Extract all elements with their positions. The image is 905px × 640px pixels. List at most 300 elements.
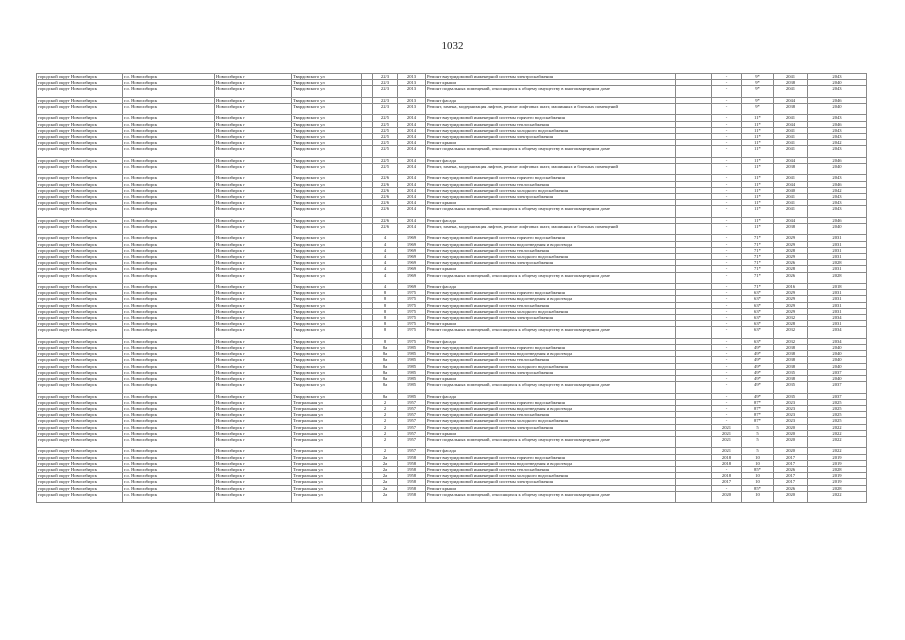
work-type-cell: Ремонт крыши	[426, 80, 676, 86]
district-cell: г.о. Новосибирск	[123, 260, 215, 266]
district-cell: г.о. Новосибирск	[123, 460, 215, 466]
plan-year-cell: -	[712, 327, 742, 338]
work-type-cell: Ремонт, замена, модернизация лифтов, ремонт лифтовых шахт, машинных и блочных помещений	[426, 224, 676, 235]
work-type-cell: Ремонт подвальных помещений, относящихся к общему имуществу в многоквартирном доме	[426, 437, 676, 448]
settlement-cell: Новосибирск г	[215, 315, 292, 321]
year-cell: 1957	[398, 430, 426, 436]
work-type-cell: Ремонт внутридомовой инженерной системы водоотведения и водоотвода	[426, 406, 676, 412]
start-year-cell: 2038	[774, 80, 808, 86]
settlement-cell: Новосибирск г	[215, 254, 292, 260]
settlement-cell: Новосибирск г	[215, 127, 292, 133]
spacer-cell	[362, 272, 373, 283]
settlement-cell: Новосибирск г	[215, 86, 292, 97]
floors-cell: 11*	[742, 157, 774, 163]
floors-cell: 63*	[742, 315, 774, 321]
start-year-cell: 2041	[774, 134, 808, 140]
plan-year-cell: -	[712, 200, 742, 206]
house-cell: 2	[373, 430, 398, 436]
municipality-cell: городской округ Новосибирск	[37, 164, 123, 175]
house-cell: 2	[373, 406, 398, 412]
start-year-cell: 2026	[774, 467, 808, 473]
end-year-cell: 2025	[808, 412, 867, 418]
municipality-cell: городской округ Новосибирск	[37, 363, 123, 369]
municipality-cell: городской округ Новосибирск	[37, 376, 123, 382]
house-cell: 22/6	[373, 217, 398, 223]
start-year-cell: 2041	[774, 175, 808, 181]
plan-year-cell: -	[712, 315, 742, 321]
house-cell: 2	[373, 412, 398, 418]
floors-cell: 49*	[742, 393, 774, 399]
municipality-cell: городской округ Новосибирск	[37, 406, 123, 412]
year-cell: 1969	[398, 241, 426, 247]
spacer-cell	[676, 437, 712, 448]
settlement-cell: Новосибирск г	[215, 321, 292, 327]
house-cell: 4	[373, 260, 398, 266]
street-cell: Театральная ул	[292, 406, 362, 412]
district-cell: г.о. Новосибирск	[123, 393, 215, 399]
street-cell: Твардовского ул	[292, 290, 362, 296]
start-year-cell: 2020	[774, 424, 808, 430]
settlement-cell: Новосибирск г	[215, 235, 292, 241]
floors-cell: 71*	[742, 260, 774, 266]
floors-cell: 5	[742, 430, 774, 436]
end-year-cell: 2043	[808, 134, 867, 140]
table-row	[37, 437, 867, 448]
spacer-cell	[676, 491, 712, 502]
year-cell: 2014	[398, 194, 426, 200]
floors-cell: 63*	[742, 327, 774, 338]
start-year-cell: 2041	[774, 146, 808, 157]
house-cell: 8а	[373, 382, 398, 393]
year-cell: 1958	[398, 491, 426, 502]
settlement-cell: Новосибирск г	[215, 121, 292, 127]
floors-cell: 10	[742, 491, 774, 502]
plan-year-cell: -	[712, 74, 742, 80]
house-cell: 8	[373, 338, 398, 344]
settlement-cell: Новосибирск г	[215, 290, 292, 296]
plan-year-cell: 2021	[712, 448, 742, 454]
district-cell: г.о. Новосибирск	[123, 284, 215, 290]
plan-year-cell: -	[712, 121, 742, 127]
start-year-cell: 2038	[774, 164, 808, 175]
end-year-cell: 2046	[808, 217, 867, 223]
settlement-cell: Новосибирск г	[215, 164, 292, 175]
municipality-cell: городской округ Новосибирск	[37, 247, 123, 253]
district-cell: г.о. Новосибирск	[123, 376, 215, 382]
start-year-cell: 2044	[774, 217, 808, 223]
floors-cell: 11*	[742, 217, 774, 223]
house-cell: 8	[373, 321, 398, 327]
end-year-cell: 2025	[808, 399, 867, 405]
end-year-cell: 2022	[808, 430, 867, 436]
district-cell: г.о. Новосибирск	[123, 86, 215, 97]
district-cell: г.о. Новосибирск	[123, 437, 215, 448]
house-cell: 8а	[373, 369, 398, 375]
municipality-cell: городской округ Новосибирск	[37, 127, 123, 133]
settlement-cell: Новосибирск г	[215, 460, 292, 466]
start-year-cell: 2026	[774, 272, 808, 283]
street-cell: Театральная ул	[292, 424, 362, 430]
floors-cell: 11*	[742, 127, 774, 133]
floors-cell: 87*	[742, 406, 774, 412]
floors-cell: 49*	[742, 345, 774, 351]
floors-cell: 49*	[742, 351, 774, 357]
plan-year-cell: -	[712, 266, 742, 272]
work-type-cell: Ремонт внутридомовой инженерной системы горячего водоснабжения	[426, 175, 676, 181]
table-row	[37, 272, 867, 283]
plan-year-cell: 2020	[712, 491, 742, 502]
start-year-cell: 2041	[774, 86, 808, 97]
street-cell: Твардовского ул	[292, 164, 362, 175]
year-cell: 1957	[398, 437, 426, 448]
house-cell: 8	[373, 315, 398, 321]
start-year-cell: 2041	[774, 127, 808, 133]
district-cell: г.о. Новосибирск	[123, 200, 215, 206]
table-row	[37, 382, 867, 393]
table-row	[37, 104, 867, 115]
house-cell: 22/3	[373, 74, 398, 80]
municipality-cell: городской округ Новосибирск	[37, 491, 123, 502]
spacer-cell	[362, 86, 373, 97]
house-cell: 22/5	[373, 146, 398, 157]
work-type-cell: Ремонт крыши	[426, 266, 676, 272]
work-type-cell: Ремонт внутридомовой инженерной системы горячего водоснабжения	[426, 235, 676, 241]
district-cell: г.о. Новосибирск	[123, 315, 215, 321]
plan-year-cell: -	[712, 115, 742, 121]
end-year-cell: 2040	[808, 357, 867, 363]
spacer-cell	[676, 146, 712, 157]
plan-year-cell: 2018	[712, 454, 742, 460]
municipality-cell: городской округ Новосибирск	[37, 382, 123, 393]
municipality-cell: городской округ Новосибирск	[37, 327, 123, 338]
work-type-cell: Ремонт фасада	[426, 448, 676, 454]
work-type-cell: Ремонт внутридомовой инженерной системы теплоснабжения	[426, 467, 676, 473]
district-cell: г.о. Новосибирск	[123, 272, 215, 283]
work-type-cell: Ремонт крыши	[426, 321, 676, 327]
floors-cell: 11*	[742, 194, 774, 200]
municipality-cell: городской округ Новосибирск	[37, 284, 123, 290]
floors-cell: 9*	[742, 104, 774, 115]
work-type-cell: Ремонт подвальных помещений, относящихся к общему имуществу в многоквартирном доме	[426, 272, 676, 283]
end-year-cell: 2031	[808, 247, 867, 253]
year-cell: 1985	[398, 351, 426, 357]
plan-year-cell: -	[712, 80, 742, 86]
work-type-cell: Ремонт внутридомовой инженерной системы водоотведения и водоотвода	[426, 351, 676, 357]
work-type-cell: Ремонт подвальных помещений, относящихся к общему имуществу в многоквартирном доме	[426, 206, 676, 217]
work-type-cell: Ремонт внутридомовой инженерной системы холодного водоснабжения	[426, 187, 676, 193]
end-year-cell: 2043	[808, 194, 867, 200]
settlement-cell: Новосибирск г	[215, 448, 292, 454]
year-cell: 1958	[398, 473, 426, 479]
district-cell: г.о. Новосибирск	[123, 187, 215, 193]
year-cell: 1969	[398, 272, 426, 283]
municipality-cell: городской округ Новосибирск	[37, 345, 123, 351]
municipality-cell: городской округ Новосибирск	[37, 296, 123, 302]
settlement-cell: Новосибирск г	[215, 437, 292, 448]
street-cell: Твардовского ул	[292, 200, 362, 206]
municipality-cell: городской округ Новосибирск	[37, 351, 123, 357]
spacer-cell	[362, 327, 373, 338]
street-cell: Твардовского ул	[292, 74, 362, 80]
settlement-cell: Новосибирск г	[215, 357, 292, 363]
start-year-cell: 2029	[774, 241, 808, 247]
street-cell: Твардовского ул	[292, 194, 362, 200]
district-cell: г.о. Новосибирск	[123, 345, 215, 351]
floors-cell: 5	[742, 437, 774, 448]
work-type-cell: Ремонт внутридомовой инженерной системы электроснабжения	[426, 260, 676, 266]
start-year-cell: 2017	[774, 473, 808, 479]
settlement-cell: Новосибирск г	[215, 363, 292, 369]
district-cell: г.о. Новосибирск	[123, 146, 215, 157]
house-cell: 4	[373, 235, 398, 241]
municipality-cell: городской округ Новосибирск	[37, 412, 123, 418]
end-year-cell: 2022	[808, 424, 867, 430]
plan-year-cell: 2017	[712, 479, 742, 485]
start-year-cell: 2038	[774, 345, 808, 351]
district-cell: г.о. Новосибирск	[123, 321, 215, 327]
spacer-cell	[362, 491, 373, 502]
house-cell: 22/3	[373, 80, 398, 86]
plan-year-cell: -	[712, 369, 742, 375]
start-year-cell: 2044	[774, 181, 808, 187]
district-cell: г.о. Новосибирск	[123, 127, 215, 133]
municipality-cell: городской округ Новосибирск	[37, 321, 123, 327]
settlement-cell: Новосибирск г	[215, 485, 292, 491]
start-year-cell: 2020	[774, 437, 808, 448]
plan-year-cell: -	[712, 406, 742, 412]
street-cell: Твардовского ул	[292, 376, 362, 382]
start-year-cell: 2017	[774, 479, 808, 485]
end-year-cell: 2031	[808, 290, 867, 296]
settlement-cell: Новосибирск г	[215, 206, 292, 217]
end-year-cell: 2022	[808, 437, 867, 448]
work-type-cell: Ремонт, замена, модернизация лифтов, ремонт лифтовых шахт, машинных и блочных помещений	[426, 104, 676, 115]
floors-cell: 63*	[742, 296, 774, 302]
work-type-cell: Ремонт внутридомовой инженерной системы теплоснабжения	[426, 302, 676, 308]
street-cell: Твардовского ул	[292, 80, 362, 86]
street-cell: Твардовского ул	[292, 284, 362, 290]
district-cell: г.о. Новосибирск	[123, 157, 215, 163]
street-cell: Твардовского ул	[292, 115, 362, 121]
year-cell: 1958	[398, 479, 426, 485]
work-type-cell: Ремонт фасада	[426, 97, 676, 103]
street-cell: Твардовского ул	[292, 97, 362, 103]
street-cell: Твардовского ул	[292, 266, 362, 272]
work-type-cell: Ремонт внутридомовой инженерной системы горячего водоснабжения	[426, 290, 676, 296]
settlement-cell: Новосибирск г	[215, 327, 292, 338]
district-cell: г.о. Новосибирск	[123, 224, 215, 235]
work-type-cell: Ремонт подвальных помещений, относящихся к общему имуществу в многоквартирном доме	[426, 491, 676, 502]
street-cell: Театральная ул	[292, 399, 362, 405]
table-row	[37, 206, 867, 217]
house-cell: 2а	[373, 491, 398, 502]
floors-cell: 85*	[742, 485, 774, 491]
floors-cell: 49*	[742, 369, 774, 375]
year-cell: 1969	[398, 235, 426, 241]
municipality-cell: городской округ Новосибирск	[37, 393, 123, 399]
floors-cell: 11*	[742, 164, 774, 175]
start-year-cell: 2020	[774, 448, 808, 454]
settlement-cell: Новосибирск г	[215, 467, 292, 473]
work-type-cell: Ремонт подвальных помещений, относящихся к общему имуществу в многоквартирном доме	[426, 146, 676, 157]
street-cell: Твардовского ул	[292, 206, 362, 217]
plan-year-cell: 2018	[712, 460, 742, 466]
end-year-cell: 2031	[808, 266, 867, 272]
year-cell: 2013	[398, 80, 426, 86]
settlement-cell: Новосибирск г	[215, 241, 292, 247]
street-cell: Театральная ул	[292, 448, 362, 454]
district-cell: г.о. Новосибирск	[123, 369, 215, 375]
end-year-cell: 2046	[808, 97, 867, 103]
end-year-cell: 2037	[808, 382, 867, 393]
plan-year-cell: -	[712, 284, 742, 290]
settlement-cell: Новосибирск г	[215, 224, 292, 235]
start-year-cell: 2041	[774, 194, 808, 200]
settlement-cell: Новосибирск г	[215, 491, 292, 502]
year-cell: 2014	[398, 121, 426, 127]
district-cell: г.о. Новосибирск	[123, 412, 215, 418]
year-cell: 2014	[398, 224, 426, 235]
house-cell: 22/6	[373, 206, 398, 217]
plan-year-cell: -	[712, 363, 742, 369]
plan-year-cell: 2021	[712, 430, 742, 436]
settlement-cell: Новосибирск г	[215, 479, 292, 485]
plan-year-cell: -	[712, 164, 742, 175]
municipality-cell: городской округ Новосибирск	[37, 134, 123, 140]
district-cell: г.о. Новосибирск	[123, 406, 215, 412]
start-year-cell: 2028	[774, 247, 808, 253]
street-cell: Твардовского ул	[292, 157, 362, 163]
start-year-cell: 2017	[774, 454, 808, 460]
floors-cell: 63*	[742, 308, 774, 314]
house-cell: 2а	[373, 479, 398, 485]
table-row	[37, 146, 867, 157]
start-year-cell: 2038	[774, 351, 808, 357]
settlement-cell: Новосибирск г	[215, 181, 292, 187]
end-year-cell: 2028	[808, 260, 867, 266]
floors-cell: 49*	[742, 363, 774, 369]
work-type-cell: Ремонт внутридомовой инженерной системы электроснабжения	[426, 369, 676, 375]
settlement-cell: Новосибирск г	[215, 272, 292, 283]
year-cell: 1958	[398, 460, 426, 466]
year-cell: 1975	[398, 315, 426, 321]
plan-year-cell: -	[712, 485, 742, 491]
start-year-cell: 2040	[774, 187, 808, 193]
municipality-cell: городской округ Новосибирск	[37, 80, 123, 86]
start-year-cell: 2029	[774, 235, 808, 241]
work-type-cell: Ремонт крыши	[426, 430, 676, 436]
municipality-cell: городской округ Новосибирск	[37, 467, 123, 473]
district-cell: г.о. Новосибирск	[123, 217, 215, 223]
start-year-cell: 2023	[774, 399, 808, 405]
year-cell: 1985	[398, 357, 426, 363]
work-type-cell: Ремонт внутридомовой инженерной системы холодного водоснабжения	[426, 127, 676, 133]
settlement-cell: Новосибирск г	[215, 97, 292, 103]
settlement-cell: Новосибирск г	[215, 74, 292, 80]
settlement-cell: Новосибирск г	[215, 200, 292, 206]
plan-year-cell: -	[712, 97, 742, 103]
district-cell: г.о. Новосибирск	[123, 194, 215, 200]
house-cell: 8а	[373, 376, 398, 382]
end-year-cell: 2034	[808, 315, 867, 321]
year-cell: 2013	[398, 74, 426, 80]
plan-year-cell: -	[712, 217, 742, 223]
work-type-cell: Ремонт внутридомовой инженерной системы теплоснабжения	[426, 121, 676, 127]
year-cell: 2014	[398, 134, 426, 140]
end-year-cell: 2019	[808, 473, 867, 479]
work-type-cell: Ремонт внутридомовой инженерной системы горячего водоснабжения	[426, 115, 676, 121]
year-cell: 1969	[398, 254, 426, 260]
end-year-cell: 2019	[808, 479, 867, 485]
plan-year-cell: -	[712, 254, 742, 260]
house-cell: 8	[373, 290, 398, 296]
table-row	[37, 491, 867, 502]
work-type-cell: Ремонт внутридомовой инженерной системы теплоснабжения	[426, 181, 676, 187]
street-cell: Твардовского ул	[292, 363, 362, 369]
district-cell: г.о. Новосибирск	[123, 175, 215, 181]
municipality-cell: городской округ Новосибирск	[37, 399, 123, 405]
work-type-cell: Ремонт внутридомовой инженерной системы электроснабжения	[426, 315, 676, 321]
plan-year-cell: -	[712, 260, 742, 266]
work-type-cell: Ремонт крыши	[426, 376, 676, 382]
plan-year-cell: -	[712, 393, 742, 399]
municipality-cell: городской округ Новосибирск	[37, 115, 123, 121]
settlement-cell: Новосибирск г	[215, 308, 292, 314]
municipality-cell: городской округ Новосибирск	[37, 460, 123, 466]
start-year-cell: 2041	[774, 206, 808, 217]
street-cell: Твардовского ул	[292, 338, 362, 344]
year-cell: 1975	[398, 308, 426, 314]
work-type-cell: Ремонт внутридомовой инженерной системы электроснабжения	[426, 424, 676, 430]
plan-year-cell: -	[712, 467, 742, 473]
street-cell: Твардовского ул	[292, 272, 362, 283]
end-year-cell: 2022	[808, 448, 867, 454]
floors-cell: 9*	[742, 80, 774, 86]
start-year-cell: 2029	[774, 296, 808, 302]
end-year-cell: 2031	[808, 235, 867, 241]
district-cell: г.о. Новосибирск	[123, 302, 215, 308]
settlement-cell: Новосибирск г	[215, 134, 292, 140]
start-year-cell: 2016	[774, 284, 808, 290]
street-cell: Твардовского ул	[292, 146, 362, 157]
end-year-cell: 2028	[808, 485, 867, 491]
end-year-cell: 2040	[808, 224, 867, 235]
street-cell: Твардовского ул	[292, 175, 362, 181]
street-cell: Театральная ул	[292, 460, 362, 466]
municipality-cell: городской округ Новосибирск	[37, 454, 123, 460]
floors-cell: 87*	[742, 418, 774, 424]
year-cell: 1957	[398, 418, 426, 424]
municipality-cell: городской округ Новосибирск	[37, 485, 123, 491]
municipality-cell: городской округ Новосибирск	[37, 357, 123, 363]
work-type-cell: Ремонт крыши	[426, 200, 676, 206]
municipality-cell: городской округ Новосибирск	[37, 254, 123, 260]
start-year-cell: 2041	[774, 200, 808, 206]
district-cell: г.о. Новосибирск	[123, 430, 215, 436]
work-type-cell: Ремонт фасада	[426, 338, 676, 344]
plan-year-cell: -	[712, 181, 742, 187]
settlement-cell: Новосибирск г	[215, 157, 292, 163]
house-cell: 2	[373, 399, 398, 405]
end-year-cell: 2043	[808, 74, 867, 80]
house-cell: 4	[373, 254, 398, 260]
start-year-cell: 2028	[774, 266, 808, 272]
municipality-cell: городской округ Новосибирск	[37, 338, 123, 344]
district-cell: г.о. Новосибирск	[123, 448, 215, 454]
work-type-cell: Ремонт внутридомовой инженерной системы холодного водоснабжения	[426, 308, 676, 314]
municipality-cell: городской округ Новосибирск	[37, 424, 123, 430]
start-year-cell: 2029	[774, 290, 808, 296]
